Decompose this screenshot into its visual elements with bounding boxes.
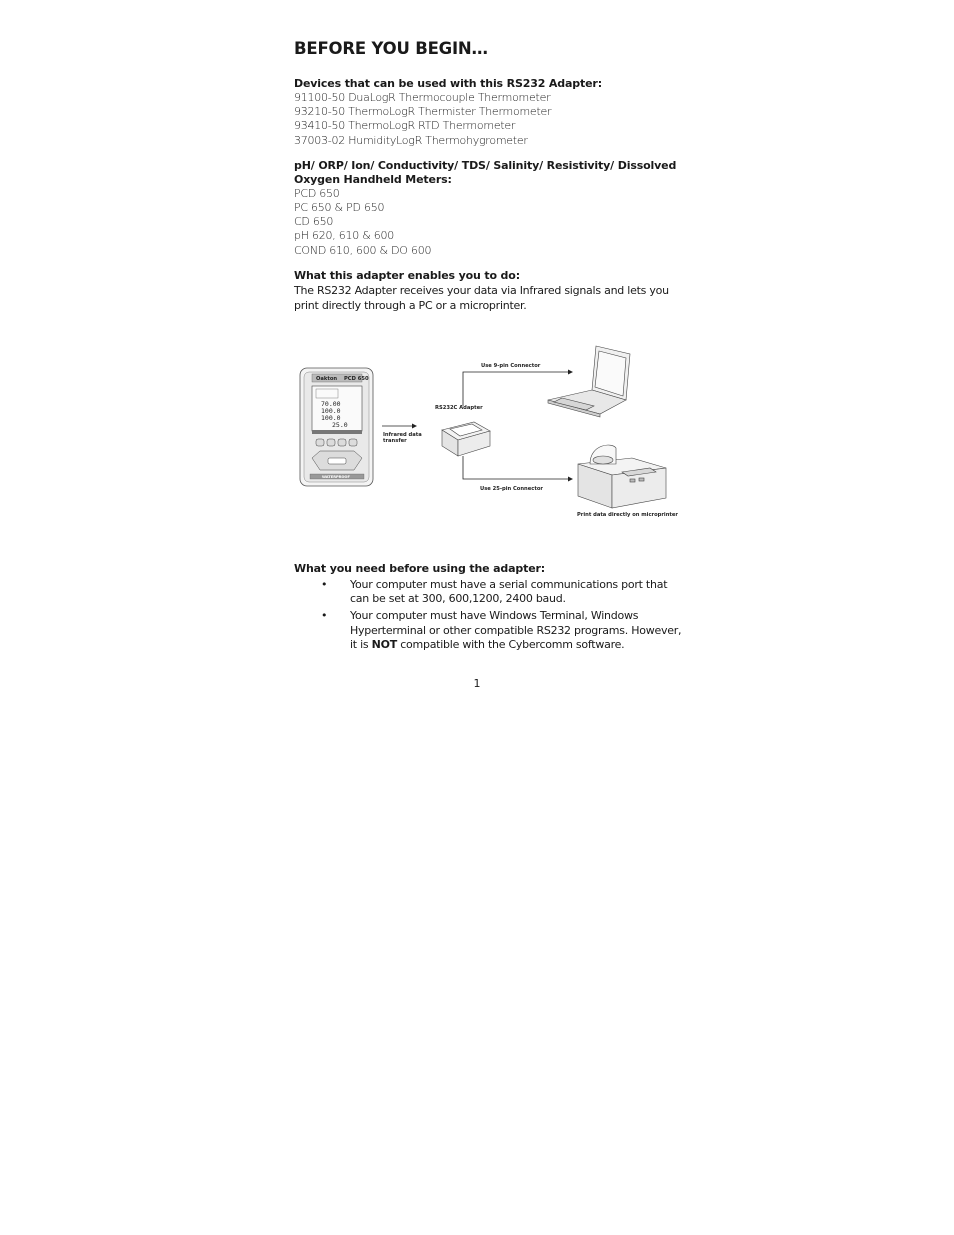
page-number: 1 <box>473 677 481 690</box>
lcd-value: 70.00 <box>321 400 341 408</box>
meter-item: CD 650 <box>294 215 334 229</box>
device-item: 91100-50 DuaLogR Thermocouple Thermometer <box>294 91 551 104</box>
meters-heading-line2: Oxygen Handheld Meters: <box>294 172 452 186</box>
adapter-label: RS232C Adapter <box>435 405 483 411</box>
infrared-label-1: Infrared data <box>383 432 422 438</box>
list-item <box>294 578 686 606</box>
rs232-adapter-illustration <box>442 422 490 456</box>
devices-section <box>294 77 686 148</box>
needs-item-text-pre: Your computer must have Windows Terminal, Windows Hyperterminal or other compatible RS232 programs. However, it is <box>350 609 682 651</box>
meters-heading-line1: pH/ ORP/ Ion/ Conductivity/ TDS/ Salinity/ Resistivity/ Dissolved <box>294 158 677 172</box>
needs-list <box>294 578 686 652</box>
needs-heading: What you need before using the adapter: <box>294 562 546 575</box>
enables-heading: What this adapter enables you to do: <box>294 268 520 282</box>
meter-item: pH 620, 610 & 600 <box>294 229 395 243</box>
enables-section <box>294 269 686 313</box>
bullet-icon: • <box>321 578 328 591</box>
handheld-meter-illustration <box>300 368 373 486</box>
infrared-arrow <box>382 424 417 429</box>
page-content <box>294 36 686 313</box>
laptop-illustration <box>548 346 630 417</box>
nine-pin-label: Use 9-pin Connector <box>481 363 541 369</box>
meter-model: PCD 650 <box>344 376 369 382</box>
print-label: Print data directly on microprinter <box>577 512 678 518</box>
twentyfive-pin-label: Use 25-pin Connector <box>480 486 543 492</box>
bullet-icon: • <box>321 609 328 623</box>
meter-bottom-label: WATERPROOF <box>322 475 350 479</box>
meter-item: COND 610, 600 & DO 600 <box>294 243 432 257</box>
lcd-value: 100.0 <box>321 407 341 415</box>
laptop-arrowhead <box>568 370 573 375</box>
enables-text: The RS232 Adapter receives your data via Infrared signals and lets you print directly through a PC or a microprinter. <box>294 283 669 312</box>
needs-item-text-bold: NOT <box>371 637 397 651</box>
device-item: 37003-02 HumidityLogR Thermohygrometer <box>294 133 528 147</box>
device-item: 93410-50 ThermoLogR RTD Thermometer <box>294 119 516 133</box>
needs-item-text-post: compatible with the Cybercomm software. <box>396 637 625 651</box>
needs-section <box>294 562 686 655</box>
page-title: BEFORE YOU BEGIN… <box>294 39 488 58</box>
connection-diagram-svg <box>294 338 678 524</box>
meter-item: PC 650 & PD 650 <box>294 201 385 215</box>
needs-item-text: Your computer must have a serial communications port that can be set at 300, 600,1200, 2400 baud. <box>350 578 668 606</box>
device-item: 93210-50 ThermoLogR Thermister Thermometer <box>294 105 552 119</box>
connection-diagram <box>294 338 678 524</box>
meters-section <box>294 159 686 258</box>
devices-heading: Devices that can be used with this RS232 Adapter: <box>294 77 602 90</box>
lcd-value: 25.0 <box>332 421 348 429</box>
meter-brand: Oakton <box>316 376 338 382</box>
lcd-value: 100.0 <box>321 414 341 422</box>
infrared-label-2: transfer <box>383 438 407 444</box>
meter-item: PCD 650 <box>294 186 340 200</box>
microprinter-illustration <box>578 445 666 508</box>
printer-arrowhead <box>568 477 573 482</box>
list-item <box>294 609 686 652</box>
